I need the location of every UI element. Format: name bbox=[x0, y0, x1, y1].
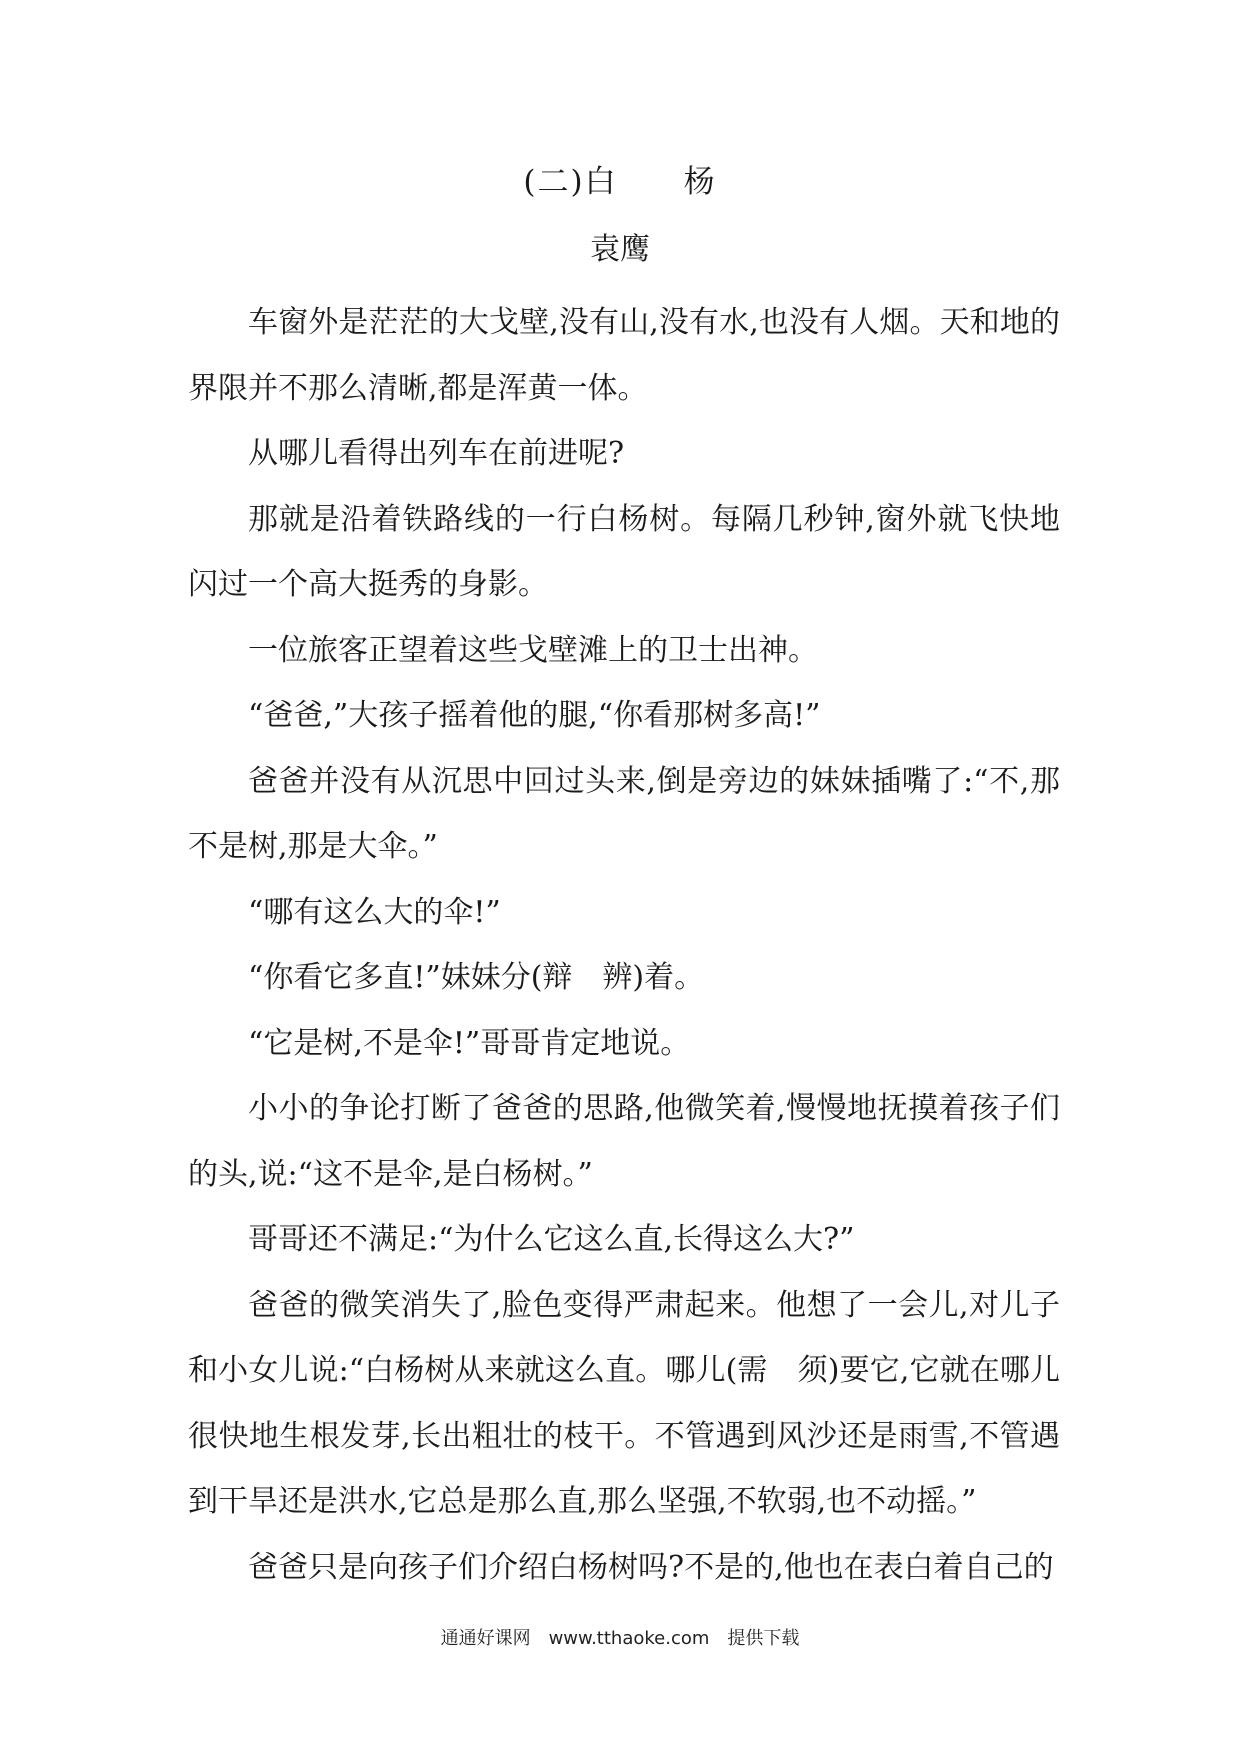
essay-author: 袁鹰 bbox=[590, 232, 650, 267]
paragraph: 小小的争论打断了爸爸的思路,他微笑着,慢慢地抚摸着孩子们的头,说:“这不是伞,是白杨树。” bbox=[188, 1091, 1060, 1192]
paragraph: 哥哥还不满足:“为什么它这么直,长得这么大?” bbox=[248, 1222, 855, 1257]
download-footer: 通通好课网 www.tthaoke.com 提供下载 bbox=[440, 1628, 800, 1649]
paragraph: 那就是沿着铁路线的一行白杨树。每隔几秒钟,窗外就飞快地闪过一个高大挺秀的身影。 bbox=[188, 501, 1060, 602]
paragraph: 车窗外是茫茫的大戈壁,没有山,没有水,也没有人烟。天和地的界限并不那么清晰,都是浑黄一体。 bbox=[188, 305, 1060, 406]
essay-title: (二)白 杨 bbox=[523, 164, 717, 200]
paragraph: 爸爸只是向孩子们介绍白杨树吗?不是的,他也在表白着自己的 bbox=[248, 1549, 1054, 1585]
paragraph: “你看它多直!”妹妹分(辩 辨)着。 bbox=[248, 960, 705, 995]
paragraph: “爸爸,”大孩子摇着他的腿,“你看那树多高!” bbox=[248, 698, 821, 733]
paragraph: “哪有这么大的伞!” bbox=[248, 894, 501, 930]
essay-body bbox=[188, 290, 1060, 1600]
paragraph: “它是树,不是伞!”哥哥肯定地说。 bbox=[248, 1025, 691, 1061]
paragraph: 一位旅客正望着这些戈壁滩上的卫士出神。 bbox=[248, 632, 818, 668]
paragraph: 从哪儿看得出列车在前进呢? bbox=[248, 436, 625, 471]
paragraph: 爸爸的微笑消失了,脸色变得严肃起来。他想了一会儿,对儿子和小女儿说:“白杨树从来就这么直。哪儿(需 须)要它,它就在哪儿很快地生根发芽,长出粗壮的枝干。不管遇到风沙还是雨雪,不管遇到干旱还是洪水,它总是那么直,那么坚强,不软弱,也不动摇。” bbox=[188, 1287, 1060, 1519]
paragraph: 爸爸并没有从沉思中回过头来,倒是旁边的妹妹插嘴了:“不,那不是树,那是大伞。” bbox=[188, 763, 1060, 864]
